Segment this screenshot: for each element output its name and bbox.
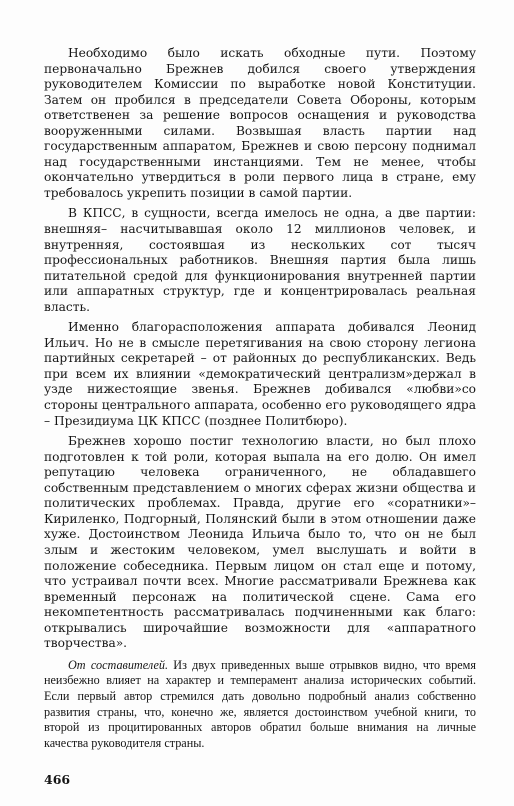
paragraph-3: Именно благорасположения аппарата добивался Леонид Ильич. Но не в смысле перетягивания на свою сторону легиона партийных секретарей – от районных до республиканских. Ведь при всем их влиянии «демократический централизм»держал в узде нижестоящие звенья. Брежнев добивался «любви»со стороны центрального аппарата, особенно его руководящего ядра – Президиума ЦК КПСС (позднее Политбюро). bbox=[44, 320, 476, 428]
editors-note-label: От составителей. bbox=[68, 657, 168, 672]
paragraph-2: В КПСС, в сущности, всегда имелось не одна, а две партии: внешняя– насчитывавшая около 12 миллионов человек, и внутренняя, состоявшая из нескольких сот тысяч профессиональных работников. Внешняя партия была лишь питательной средой для функционирования внутренней партии или аппаратных структур, где и концентрировалась реальная власть. bbox=[44, 206, 476, 314]
paragraph-4: Брежнев хорошо постиг технологию власти, но был плохо подготовлен к той роли, которая выпала на его долю. Он имел репутацию человека ограниченного, не обладавшего собственным представлением о многих сферах жизни общества и политических проблемах. Правда, другие его «соратники»– Кириленко, Подгорный, Полянский были в этом отношении даже хуже. Достоинством Леонида Ильича было то, что он не был злым и жестоким человеком, умел выслушать и войти в положение собеседника. Первым лицом он стал еще и потому, что устраивал почти всех. Многие рассматривали Брежнева как временный персонаж на политической сцене. Сама его некомпетентность рассматривалась подчиненными как благо: открывались широчайшие возможности для «аппаратного творчества». bbox=[44, 434, 476, 651]
editors-note-text: Из двух приведенных выше отрывков видно, что время неизбежно влияет на характер и темперамент анализа исторических событий. Если первый автор стремился дать довольно подробный анализ собственно развития страны, что, конечно же, является достоинством учебной книги, то второй из процитированных авторов обратил больше внимания на личные качества руководителя страны. bbox=[44, 657, 476, 750]
editors-note bbox=[44, 658, 476, 752]
page-number: 466 bbox=[44, 772, 71, 787]
body-text bbox=[44, 46, 476, 751]
paragraph-1: Необходимо было искать обходные пути. Поэтому первоначально Брежнев добился своего утверждения руководителем Комиссии по выработке новой Конституции. Затем он пробился в председатели Совета Обороны, которым ответственен за решение вопросов оснащения и руководства вооруженными силами. Возвышая власть партии над государственным аппаратом, Брежнев и свою персону поднимал над государственными инстанциями. Тем не менее, чтобы окончательно утвердиться в роли первого лица в стране, ему требовалось укрепить позиции в самой партии. bbox=[44, 46, 476, 200]
